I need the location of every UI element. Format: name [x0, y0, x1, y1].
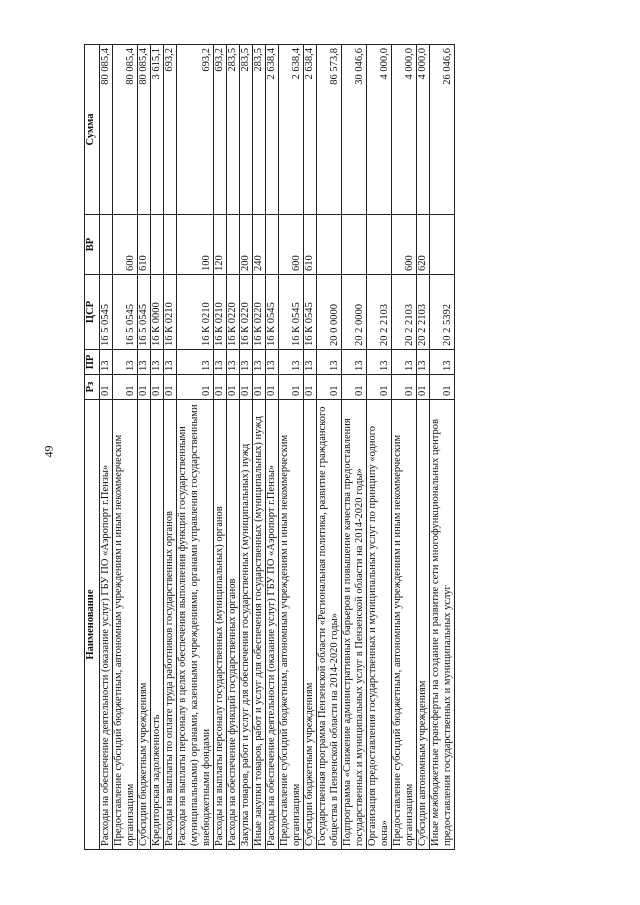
cell-vr: 620	[417, 215, 430, 275]
cell-rz: 01	[253, 375, 266, 400]
table-body	[100, 45, 455, 850]
cell-name: Субсидии бюджетным учреждениям	[304, 400, 317, 850]
table-row	[367, 45, 392, 850]
cell-rz: 01	[367, 375, 392, 400]
cell-csr: 16 К 0000	[151, 275, 164, 350]
cell-name: Закупка товаров, работ и услуг для обеспечения государственных (муниципальных) нужд	[240, 400, 253, 850]
table-row	[430, 45, 455, 850]
cell-pr: 13	[253, 350, 266, 375]
cell-csr: 16 К 0210	[164, 275, 177, 350]
cell-pr: 13	[430, 350, 455, 375]
cell-sum: 30 046,6	[342, 45, 367, 215]
cell-name: Расходы на выплаты по оплате труда работников государственных органов	[164, 400, 177, 850]
cell-sum: 4 000,0	[367, 45, 392, 215]
cell-rz: 01	[342, 375, 367, 400]
cell-pr: 13	[100, 350, 113, 375]
cell-csr: 20 2 2103	[392, 275, 417, 350]
cell-name: Государственная программа Пензенской области «Региональная политика, развитие гражданского общества в Пензенской области на 2014-2020 годы»	[317, 400, 342, 850]
cell-rz: 01	[151, 375, 164, 400]
table-row	[177, 45, 214, 850]
cell-sum: 4 000,0	[417, 45, 430, 215]
table-row	[392, 45, 417, 850]
page-number: 49	[41, 445, 56, 458]
cell-pr: 13	[279, 350, 304, 375]
cell-rz: 01	[417, 375, 430, 400]
cell-pr: 13	[138, 350, 151, 375]
cell-sum: 693,2	[214, 45, 227, 215]
cell-pr: 13	[214, 350, 227, 375]
cell-csr: 20 2 2103	[417, 275, 430, 350]
table-row	[240, 45, 253, 850]
table-row	[342, 45, 367, 850]
header-vr: ВР	[85, 215, 100, 275]
cell-vr	[342, 215, 367, 275]
cell-csr: 16 5 0545	[100, 275, 113, 350]
cell-sum: 2 638,4	[266, 45, 279, 215]
cell-rz: 01	[266, 375, 279, 400]
cell-csr: 20 2 0000	[342, 275, 367, 350]
cell-pr: 13	[177, 350, 214, 375]
cell-sum: 80 085,4	[138, 45, 151, 215]
cell-sum: 3 615,1	[151, 45, 164, 215]
table-row	[253, 45, 266, 850]
cell-vr	[367, 215, 392, 275]
cell-csr: 16 К 0220	[227, 275, 240, 350]
cell-csr: 16 К 0220	[253, 275, 266, 350]
cell-name: Предоставление субсидий бюджетным, автономным учреждениям и иным некоммерческим организациям	[279, 400, 304, 850]
table-row	[317, 45, 342, 850]
cell-vr	[164, 215, 177, 275]
cell-rz: 01	[279, 375, 304, 400]
cell-sum: 26 046,6	[430, 45, 455, 215]
table-row	[151, 45, 164, 850]
table-row	[113, 45, 138, 850]
cell-rz: 01	[227, 375, 240, 400]
cell-vr: 240	[253, 215, 266, 275]
cell-sum: 86 573,8	[317, 45, 342, 215]
cell-pr: 13	[151, 350, 164, 375]
cell-sum: 2 638,4	[279, 45, 304, 215]
cell-name: Организация предоставления государственных и муниципальных услуг по принципу «одного окна»	[367, 400, 392, 850]
cell-sum: 80 085,4	[100, 45, 113, 215]
cell-name: Предоставление субсидий бюджетным, автономным учреждениям и иным некоммерческим организациям	[392, 400, 417, 850]
cell-pr: 13	[113, 350, 138, 375]
header-pr: ПР	[85, 350, 100, 375]
cell-vr: 610	[304, 215, 317, 275]
cell-rz: 01	[113, 375, 138, 400]
cell-pr: 13	[304, 350, 317, 375]
cell-csr: 16 К 0545	[266, 275, 279, 350]
cell-name: Расходы на обеспечение деятельности (оказание услуг) ГБУ ПО «Аэропорт г.Пензы»	[100, 400, 113, 850]
cell-rz: 01	[240, 375, 253, 400]
cell-name: Иные межбюджетные трансферты на создание и развитие сети многофункциональных центров предоставления государственных и муниципальных услуг	[430, 400, 455, 850]
cell-rz: 01	[138, 375, 151, 400]
cell-rz: 01	[392, 375, 417, 400]
cell-csr: 16 5 0545	[138, 275, 151, 350]
cell-name: Подпрограмма «Снижение административных барьеров и повышение качества предоставления государственных и муниципальных услуг в Пензенской области на 2014-2020 годы»	[342, 400, 367, 850]
cell-rz: 01	[317, 375, 342, 400]
cell-name: Расходы на выплаты персоналу в целях обеспечения выполнения функций государственными (муниципальными) органами, казенными учреждениями, органами управления государственными внебюджетными фондами	[177, 400, 214, 850]
cell-name: Предоставление субсидий бюджетным, автономным учреждениям и иным некоммерческим организациям	[113, 400, 138, 850]
cell-pr: 13	[266, 350, 279, 375]
cell-pr: 13	[317, 350, 342, 375]
cell-pr: 13	[392, 350, 417, 375]
cell-sum: 283,5	[240, 45, 253, 215]
cell-csr: 20 0 0000	[317, 275, 342, 350]
cell-sum: 693,2	[177, 45, 214, 215]
cell-sum: 283,5	[227, 45, 240, 215]
cell-vr	[266, 215, 279, 275]
cell-pr: 13	[342, 350, 367, 375]
table-header-row	[85, 45, 100, 850]
cell-csr: 16 К 0545	[304, 275, 317, 350]
table-row	[164, 45, 177, 850]
table-row	[227, 45, 240, 850]
cell-name: Расходы на обеспечение функций государственных органов	[227, 400, 240, 850]
cell-vr: 600	[392, 215, 417, 275]
cell-sum: 4 000,0	[392, 45, 417, 215]
cell-rz: 01	[177, 375, 214, 400]
cell-vr	[151, 215, 164, 275]
cell-vr	[227, 215, 240, 275]
cell-pr: 13	[164, 350, 177, 375]
budget-table	[84, 44, 455, 850]
cell-name: Расходы на выплаты персоналу государственных (муниципальных) органов	[214, 400, 227, 850]
cell-name: Субсидии бюджетным учреждениям	[138, 400, 151, 850]
cell-vr: 200	[240, 215, 253, 275]
cell-csr: 16 К 0210	[177, 275, 214, 350]
cell-csr: 16 5 0545	[113, 275, 138, 350]
cell-csr: 16 К 0210	[214, 275, 227, 350]
cell-sum: 283,5	[253, 45, 266, 215]
cell-name: Субсидии автономным учреждениям	[417, 400, 430, 850]
cell-vr: 610	[138, 215, 151, 275]
table-row	[304, 45, 317, 850]
header-sum: Сумма	[85, 45, 100, 215]
cell-vr: 600	[113, 215, 138, 275]
header-csr: ЦСР	[85, 275, 100, 350]
table-row	[279, 45, 304, 850]
table-row	[214, 45, 227, 850]
cell-rz: 01	[100, 375, 113, 400]
cell-rz: 01	[304, 375, 317, 400]
cell-csr: 16 К 0220	[240, 275, 253, 350]
cell-csr: 20 2 2103	[367, 275, 392, 350]
cell-pr: 13	[367, 350, 392, 375]
cell-name: Иные закупки товаров, работ и услуг для обеспечения государственных (муниципальных) нужд	[253, 400, 266, 850]
cell-name: Кредиторская задолженность	[151, 400, 164, 850]
header-name: Наименование	[85, 400, 100, 850]
rotated-page-content	[84, 45, 554, 850]
cell-csr: 16 К 0545	[279, 275, 304, 350]
table-row	[138, 45, 151, 850]
table-row	[100, 45, 113, 850]
cell-vr	[430, 215, 455, 275]
cell-pr: 13	[240, 350, 253, 375]
header-rz: Рз	[85, 375, 100, 400]
cell-name: Расходы на обеспечение деятельности (оказание услуг) ГБУ ПО «Аэропорт г.Пензы»	[266, 400, 279, 850]
cell-vr	[317, 215, 342, 275]
table-row	[266, 45, 279, 850]
cell-sum: 80 085,4	[113, 45, 138, 215]
cell-csr: 20 2 5392	[430, 275, 455, 350]
cell-sum: 2 638,4	[304, 45, 317, 215]
cell-rz: 01	[430, 375, 455, 400]
cell-vr: 600	[279, 215, 304, 275]
table-row	[417, 45, 430, 850]
cell-vr: 100	[177, 215, 214, 275]
cell-sum: 693,2	[164, 45, 177, 215]
cell-pr: 13	[417, 350, 430, 375]
cell-rz: 01	[164, 375, 177, 400]
cell-vr: 120	[214, 215, 227, 275]
cell-pr: 13	[227, 350, 240, 375]
cell-rz: 01	[214, 375, 227, 400]
cell-vr	[100, 215, 113, 275]
